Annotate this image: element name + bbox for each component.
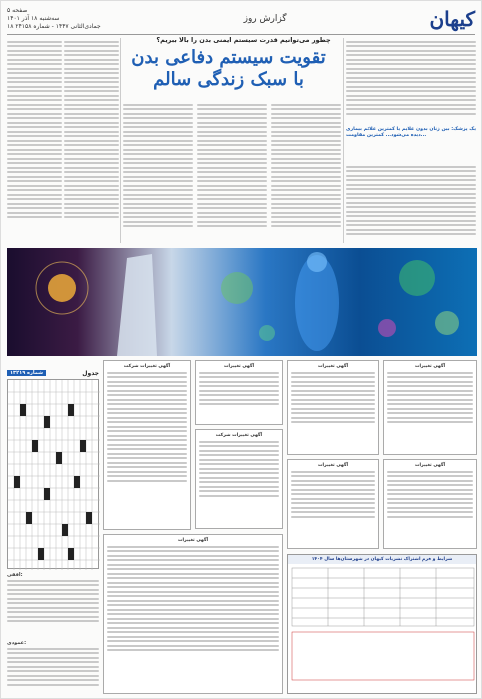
ad-box-4 — [287, 360, 379, 455]
ad-box-1 — [103, 360, 191, 530]
crossword-number: شماره ۱۳۲۱۹ — [7, 370, 46, 376]
issue-date: سه‌شنبه ۱۸ آذر ۱۴۰۱ — [7, 15, 60, 22]
story-kicker: چطور می‌توانیم قدرت سیستم ایمنی بدن را بالا ببریم؟ — [156, 36, 331, 44]
column-2-text — [64, 38, 119, 243]
right-column-text-lower — [346, 163, 476, 243]
crossword-clues-across — [7, 573, 99, 625]
crossword-header — [7, 367, 99, 379]
ad-box-8 — [103, 534, 283, 694]
ad-title: آگهی تغییرات — [177, 538, 209, 543]
crossword-clues-down — [7, 641, 99, 688]
ad-box-3 — [195, 429, 283, 529]
issue-number: ۱۸ جمادی‌الثانی ۱۴۴۷ - شماره ۲۴۱۵۸ — [7, 23, 101, 30]
ad-title: آگهی تغییرات — [317, 364, 349, 369]
story-headline — [121, 47, 336, 91]
ad-box-5 — [383, 360, 477, 455]
crossword-grid-svg — [8, 380, 100, 570]
ad-title: آگهی تغییرات شرکت — [215, 433, 263, 438]
across-label: افقی: — [7, 572, 23, 578]
headline-line-1: تقویت سیستم دفاعی بدن — [131, 47, 326, 68]
ad-box-6 — [287, 459, 379, 549]
column-divider — [343, 38, 344, 243]
masthead — [7, 5, 475, 33]
down-label: عمودی: — [7, 640, 27, 646]
immune-system-illustration — [7, 248, 477, 356]
masthead-rule — [7, 34, 475, 35]
ad-title: آگهی تغییرات شرکت — [123, 364, 171, 369]
headline-line-2: با سبک زندگی سالم — [153, 69, 304, 90]
section-title: گزارش روز — [243, 14, 287, 24]
issue-info — [7, 7, 101, 31]
ad-box-7 — [383, 459, 477, 549]
center-column-mid — [197, 101, 267, 243]
ad-title: آگهی تغییرات — [414, 463, 446, 468]
column-divider — [120, 38, 121, 243]
left-column-text — [7, 38, 62, 243]
page-number: صفحه ۵ — [7, 7, 28, 14]
ad-title: آگهی تغییرات — [317, 463, 349, 468]
crossword-title: جدول — [82, 369, 99, 377]
ad-title: آگهی تغییرات — [223, 364, 255, 369]
center-column-right — [271, 101, 341, 243]
right-column-text — [346, 38, 476, 124]
subscription-form — [287, 554, 477, 694]
kayhan-logo: کیهان — [429, 7, 475, 31]
subscription-title: شرایط و فرم اشتراک نشریات کیهان در شهرستان‌ها سال ۱۴۰۴ — [288, 555, 476, 564]
ad-title: آگهی تغییرات — [414, 364, 446, 369]
center-column-left — [123, 101, 193, 243]
hero-illustration — [7, 248, 477, 356]
story-lead: یک پزشک: بین زنان بدون علایم یا کمترین علائم بیماری دیده می‌شود... کمترین مقاومت... — [346, 127, 476, 138]
ad-box-2 — [195, 360, 283, 425]
subscription-table — [288, 564, 478, 684]
crossword-grid[interactable] — [7, 379, 99, 569]
